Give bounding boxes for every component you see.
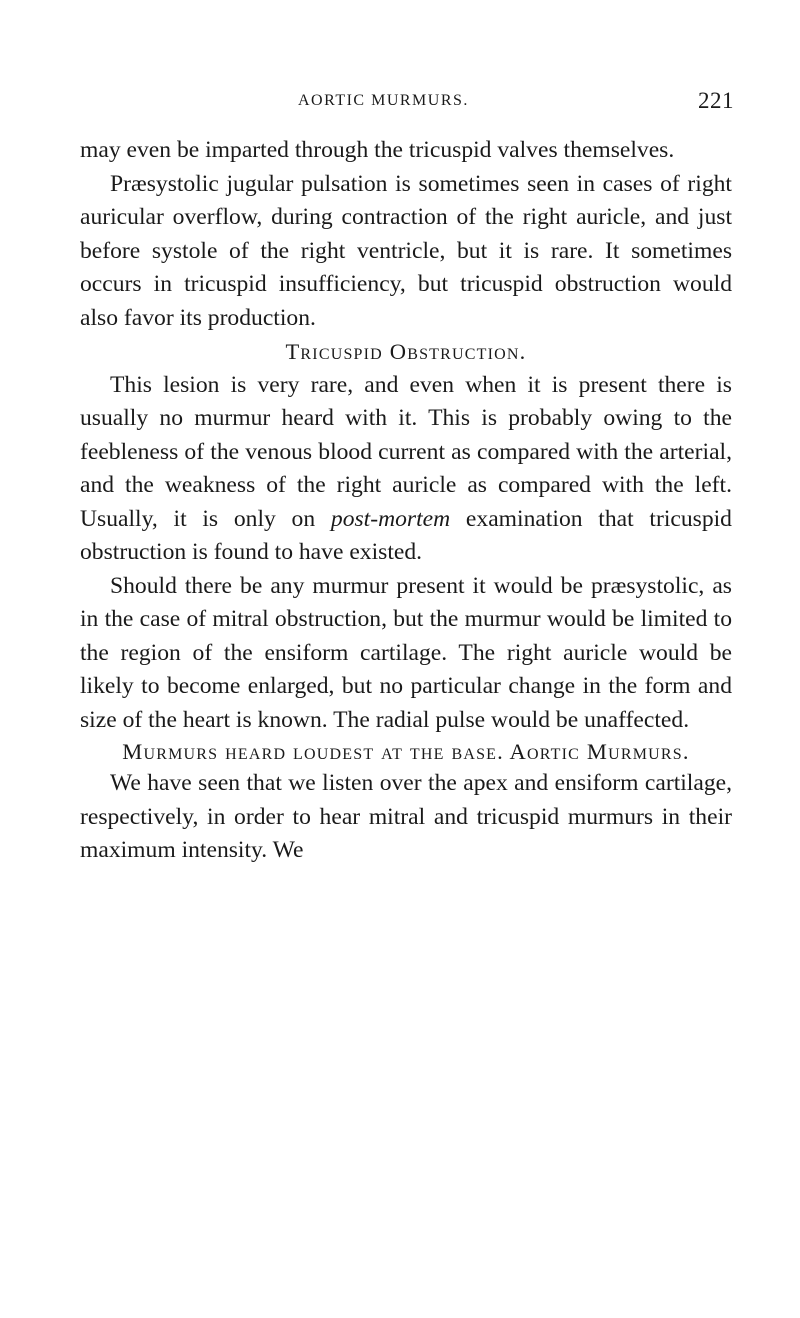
paragraph-text: examination that tricuspid obstruction is found to have existed. [80,505,732,565]
running-title: AORTIC MURMURS. [298,92,469,109]
page-number: 221 [698,88,734,113]
paragraph-continuation: may even be imparted through the tricuspid valves themselves. [80,137,675,163]
paragraph-text: This lesion is very rare, and even when it is present there is usually no murmur heard with it. This is probably owing to the feebleness of the venous blood current as compared with the arterial, and the weakness of the right auricle as compared with the left. Usually, it is only on [80,371,732,532]
paragraph-lesion-rare [80,369,732,570]
section-heading-tricuspid-obstruction: Tricuspid Obstruction. [285,339,527,364]
paragraph-presystolic-pulsation: Præsystolic jugular pulsation is sometimes seen in cases of right auricular overflow, during contraction of the right auricle, and just before systole of the right ventricle, but it is rare. It sometimes occurs in tricuspid insufficiency, but tricuspid obstruction would also favor its production. [80,170,732,331]
paragraph-apex-ensiform: We have seen that we listen over the apex and ensiform cartilage, respectively, in order to hear mitral and tricuspid murmurs in their maximum intensity. We [80,770,732,863]
section-heading-aortic-murmurs: Murmurs heard loudest at the base. Aortic Murmurs. [122,739,690,764]
italic-term: post-mortem [330,505,451,532]
paragraph-murmur-present: Should there be any murmur present it would be præsystolic, as in the case of mitral obstruction, but the murmur would be limited to the region of the ensiform cartilage. The right auricle would be likely to become enlarged, but no particular change in the form and size of the heart is known. The radial pulse would be unaffected. [80,572,732,733]
body-text [80,134,732,868]
running-head [0,90,800,120]
